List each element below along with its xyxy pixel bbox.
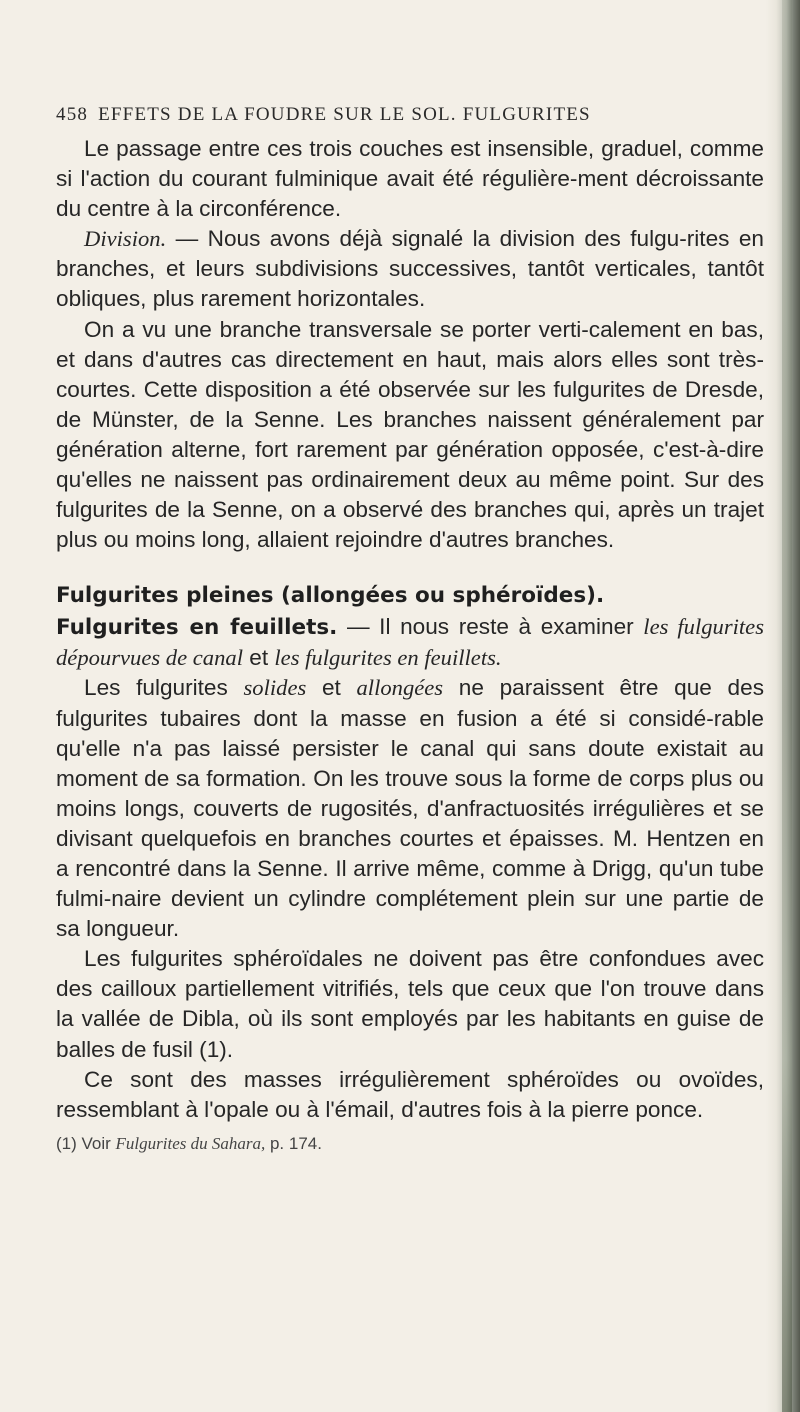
page-number: 458 bbox=[56, 104, 89, 125]
paragraph-division bbox=[56, 224, 764, 314]
section-heading-line-1: Fulgurites pleines (allongées ou sphéroïdes). bbox=[56, 583, 605, 609]
paragraph-1-text: Le passage entre ces trois couches est insensible, graduel, comme si l'action du courant fulminique avait été régulière-ment décroissante du centre à la circonférence. bbox=[56, 136, 764, 222]
section-lead-italic-1: les fulgurites dépourvues de canal bbox=[56, 613, 764, 671]
section-lead-text: — Il nous reste à examiner bbox=[337, 613, 644, 639]
page-content bbox=[56, 104, 764, 1155]
footnote-page-ref: p. 174. bbox=[265, 1133, 322, 1153]
footnote-italic-title: Fulgurites du Sahara, bbox=[115, 1133, 266, 1153]
paragraph-division-text: — Nous avons déjà signalé la division des fulgu-rites en branches, et leurs subdivisions successives, tantôt verticales, tantôt obliques, plus rarement horizontales. bbox=[56, 226, 764, 312]
paragraph-3-text: On a vu une branche transversale se porter verti-calement en bas, et dans d'autres cas directement en haut, mais alors elles sont très-courtes. Cette disposition a été observée sur les fulgurites de Dresde, de Münster, de la Senne. Les branches naissent généralement par génération alterne, fort rarement par génération opposée, c'est-à-dire qu'elles ne naissent pas ordinairement deux au même point. Sur des fulgurites de la Senne, on a observé des branches qui, après un trajet plus ou moins long, allaient rejoindre d'autres branches. bbox=[56, 316, 764, 553]
paragraph-1 bbox=[56, 134, 764, 224]
section-heading-line-2: Fulgurites en feuillets. bbox=[56, 614, 338, 640]
paragraph-4 bbox=[56, 673, 764, 944]
section-heading bbox=[56, 581, 764, 612]
section-lead-italic-2: les fulgurites en feuillets. bbox=[274, 645, 502, 671]
paragraph-4-rest: ne paraissent être que des fulgurites tubaires dont la masse en fusion a été si considé-rable qu'elle n'a pas laissé persister le canal qui sans doute existait au moment de sa formation. On les trouve sous la forme de corps plus ou moins longs, couverts de rugosités, d'anfractuosités irrégulières et se divisant quelquefois en branches courtes et épaisses. M. Hentzen en a rencontré dans la Senne. Il arrive même, comme à Drigg, qu'un tube fulmi-naire devient un cylindre complétement plein sur une partie de sa longueur. bbox=[56, 675, 764, 942]
section-lead-mid: et bbox=[242, 645, 275, 671]
paragraph-4-italic-solides: solides bbox=[243, 675, 307, 701]
paragraph-5 bbox=[56, 944, 764, 1064]
section-lead bbox=[56, 612, 764, 674]
division-label: Division. bbox=[84, 226, 167, 252]
running-header bbox=[56, 104, 764, 126]
page-gutter-shadow bbox=[782, 0, 792, 1412]
paragraph-3 bbox=[56, 315, 764, 556]
paragraph-5-text: Les fulgurites sphéroïdales ne doivent pas être confondues avec des cailloux partiellement vitrifiés, tels que ceux que l'on trouve dans la vallée de Dibla, où ils sont employés par les habitants en guise de balles de fusil (1). bbox=[56, 946, 764, 1062]
paragraph-6 bbox=[56, 1065, 764, 1125]
footnote bbox=[56, 1133, 764, 1155]
paragraph-6-text: Ce sont des masses irrégulièrement sphéroïdes ou ovoïdes, ressemblant à l'opale ou à l'émail, d'autres fois à la pierre ponce. bbox=[56, 1066, 764, 1122]
paragraph-4-start: Les fulgurites bbox=[84, 675, 244, 701]
footnote-marker: (1) Voir bbox=[56, 1133, 116, 1153]
paragraph-4-mid: et bbox=[306, 675, 357, 701]
running-head-title: EFFETS DE LA FOUDRE SUR LE SOL. FULGURITES bbox=[98, 104, 591, 125]
paragraph-4-italic-allongees: allongées bbox=[356, 675, 444, 701]
